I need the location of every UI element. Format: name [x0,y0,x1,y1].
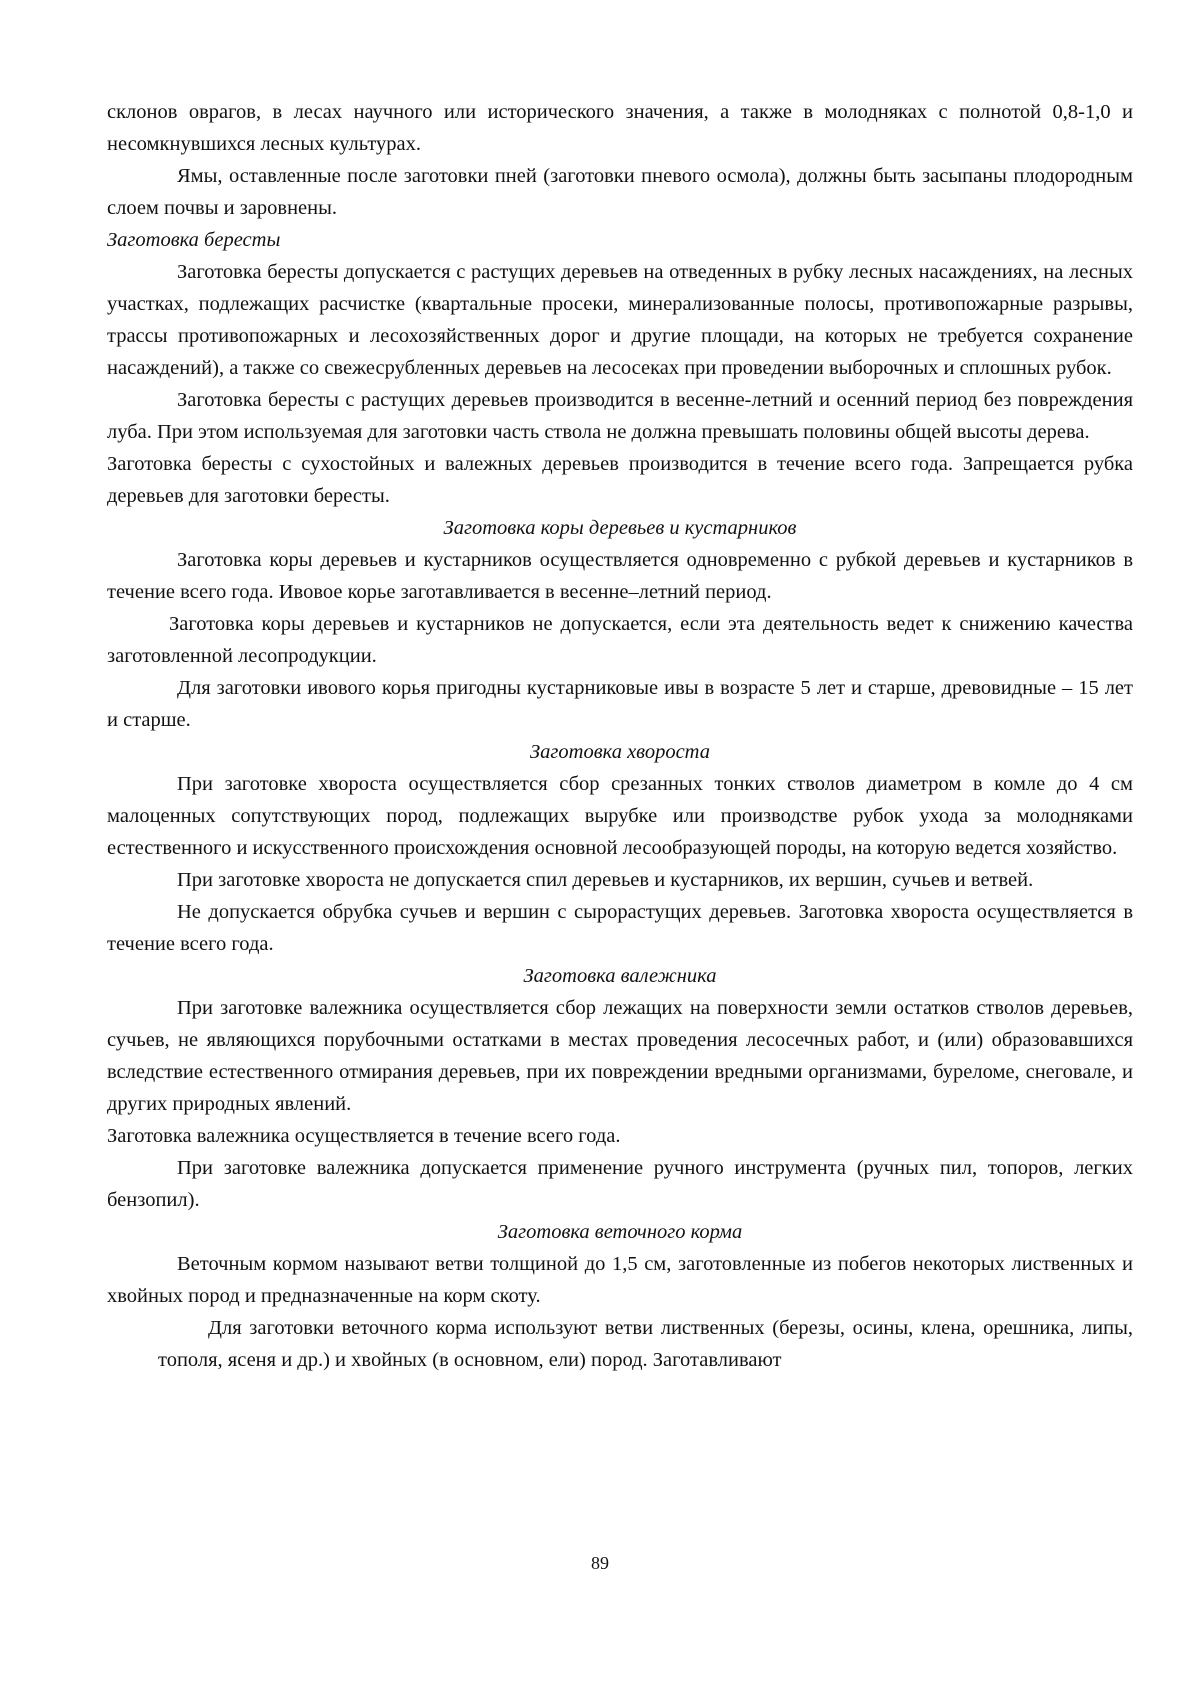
section-heading: Заготовка коры деревьев и кустарников [443,517,797,539]
section-heading: Заготовка бересты [107,229,281,251]
paragraph: При заготовке валежника осуществляется сбор лежащих на поверхности земли остатков стволов деревьев, сучьев, не являющихся порубочными остатками в местах проведения лесосечных работ, и (или) образовавшихся вследствие естественного отмирания деревьев, при их повреждении вредными организмами, буреломе, снеговале, и других природных явлений. [107,997,1133,1115]
paragraph: Заготовка валежника осуществляется в течение всего года. [107,1125,621,1147]
section-heading: Заготовка валежника [523,965,717,987]
paragraph: Для заготовки веточного корма используют ветви лиственных (березы, осины, клена, орешника, липы, тополя, ясеня и др.) и хвойных (в основном, ели) пород. Заготавливают [158,1317,1133,1371]
section-heading: Заготовка веточного корма [497,1221,743,1243]
paragraph: Заготовка бересты допускается с растущих деревьев на отведенных в рубку лесных насаждениях, на лесных участках, подлежащих расчистке (квартальные просеки, минерализованные полосы, противопожарные разрывы, трассы противопожарных и лесохозяйственных дорог и другие площади, на которых не требуется сохранение насаждений), а также со свежесрубленных деревьев на лесосеках при проведении выборочных и сплошных рубок. [107,261,1133,379]
paragraph: склонов оврагов, в лесах научного или исторического значения, а также в молодняках с полнотой 0,8-1,0 и несомкнувшихся лесных культурах. [107,101,1133,155]
section-heading: Заготовка хвороста [530,741,710,763]
paragraph: При заготовке хвороста не допускается спил деревьев и кустарников, их вершин, сучьев и ветвей. [177,869,1034,891]
paragraph: Заготовка бересты с растущих деревьев производится в весенне-летний и осенний период без повреждения луба. При этом используемая для заготовки часть ствола не должна превышать половины общей высоты дерева. [107,389,1133,443]
document-page [107,96,1133,1376]
page-number: 89 [591,1553,609,1573]
paragraph: Не допускается обрубка сучьев и вершин с сырорастущих деревьев. Заготовка хвороста осуществляется в течение всего года. [107,901,1133,955]
paragraph: Заготовка коры деревьев и кустарников осуществляется одновременно с рубкой деревьев и кустарников в течение всего года. Ивовое корье заготавливается в весенне–летний период. [107,549,1133,603]
paragraph: Для заготовки ивового корья пригодны кустарниковые ивы в возрасте 5 лет и старше, древовидные – 15 лет и старше. [107,677,1133,731]
paragraph: Заготовка бересты с сухостойных и валежных деревьев производится в течение всего года. Запрещается рубка деревьев для заготовки бересты. [107,453,1133,507]
paragraph: При заготовке хвороста осуществляется сбор срезанных тонких стволов диаметром в комле до 4 см малоценных сопутствующих пород, подлежащих вырубке или производстве рубок ухода за молодняками естественного и искусственного происхождения основной лесообразующей породы, на которую ведется хозяйство. [107,773,1133,859]
paragraph: При заготовке валежника допускается применение ручного инструмента (ручных пил, топоров, легких бензопил). [107,1157,1133,1211]
paragraph: Ямы, оставленные после заготовки пней (заготовки пневого осмола), должны быть засыпаны плодородным слоем почвы и заровнены. [107,165,1133,219]
paragraph: Заготовка коры деревьев и кустарников не допускается, если эта деятельность ведет к снижению качества заготовленной лесопродукции. [107,613,1133,667]
paragraph: Веточным кормом называют ветви толщиной до 1,5 см, заготовленные из побегов некоторых лиственных и хвойных пород и предназначенные на корм скоту. [107,1253,1133,1307]
